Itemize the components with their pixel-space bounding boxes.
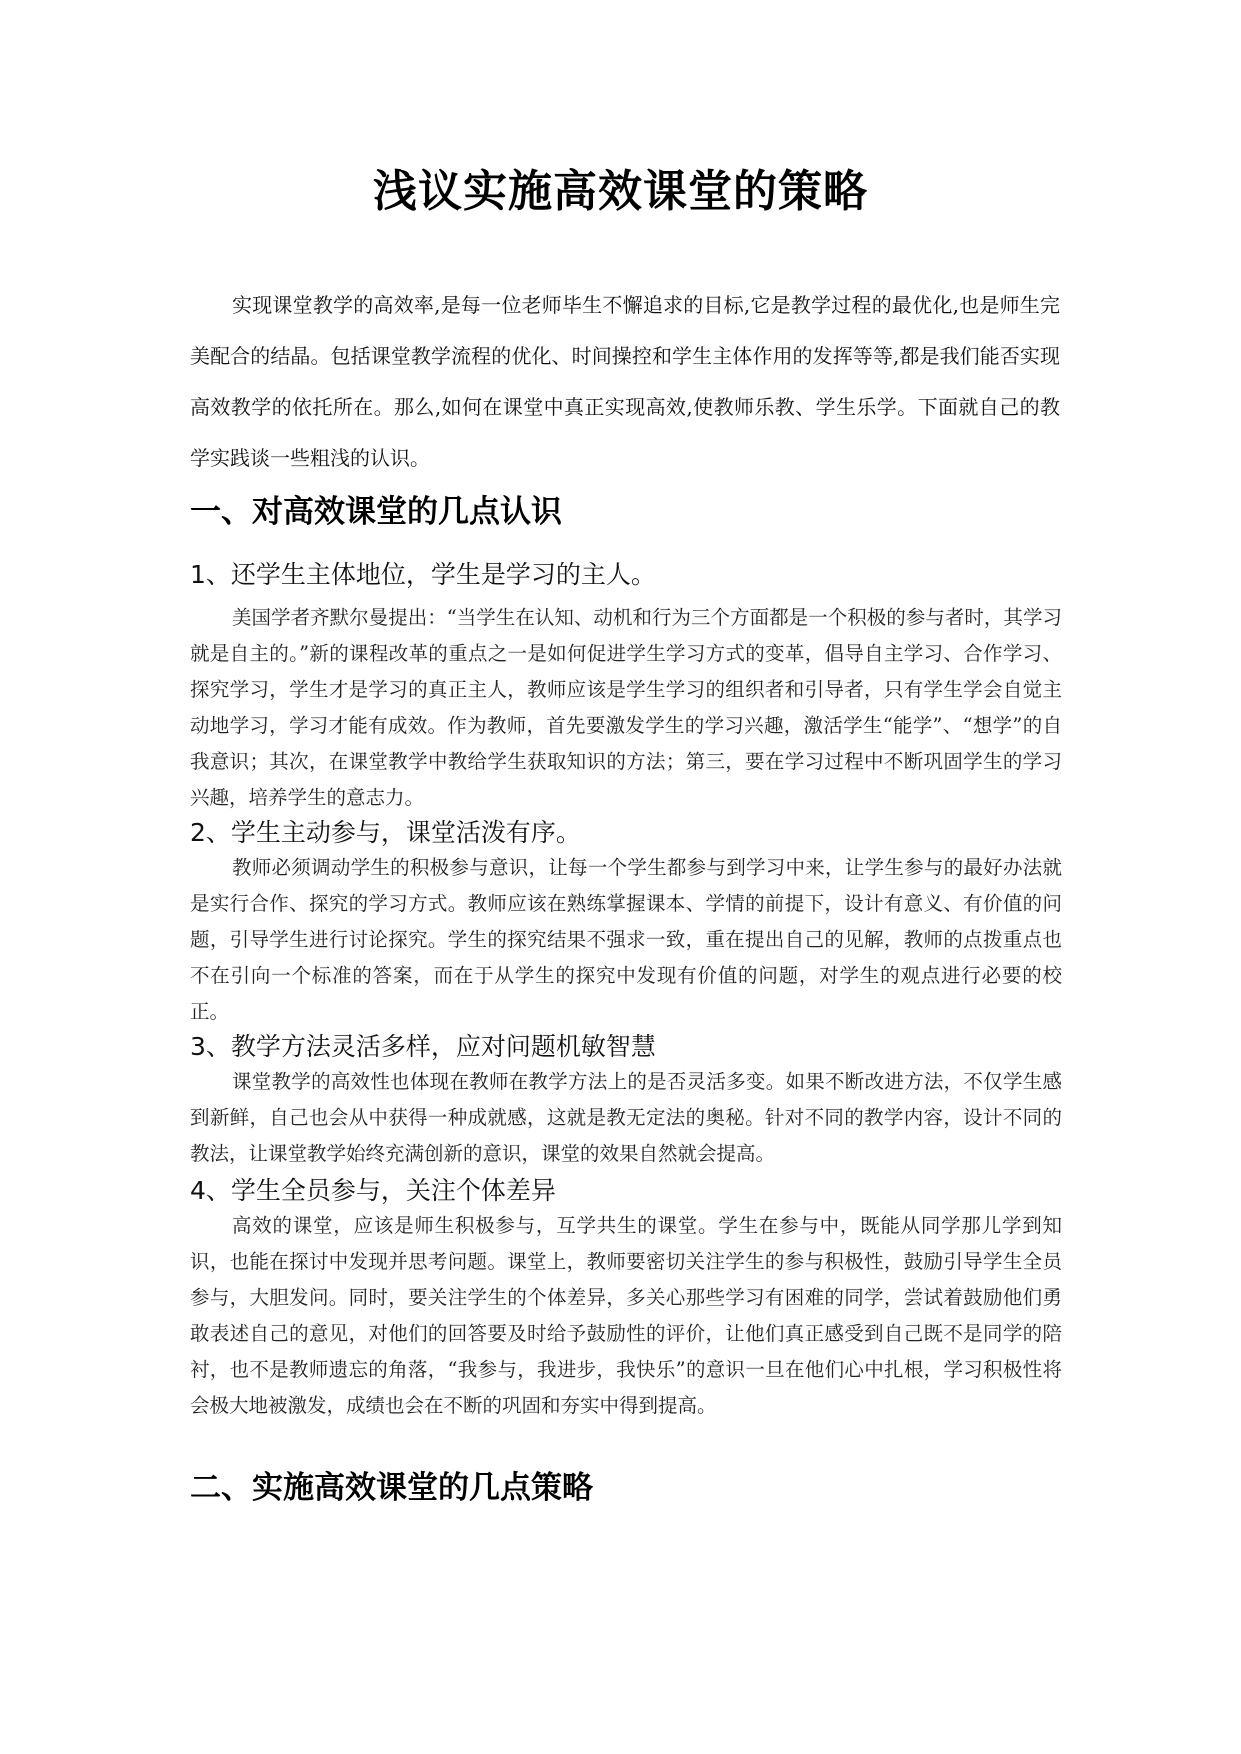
subsection-1-heading: 1、还学生主体地位，学生是学习的主人。 bbox=[190, 560, 656, 589]
subsection-2-heading: 2、学生主动参与，课堂活泼有序。 bbox=[190, 818, 581, 847]
subsection-4-heading: 4、学生全员参与，关注个体差异 bbox=[190, 1176, 556, 1205]
subsection-3-text: 课堂教学的高效性也体现在教师在教学方法上的是否灵活多变。如果不断改进方法，不仅学生感到新鲜，自己也会从中获得一种成就感，这就是教无定法的奥秘。针对不同的教学内容，设计不同的教法，让课堂教学始终充满创新的意识，课堂的效果自然就会提高。 bbox=[190, 1070, 1062, 1165]
subsection-1-text: 美国学者齐默尔曼提出：“当学生在认知、动机和行为三个方面都是一个积极的参与者时，其学习就是自主的。”新的课程改革的重点之一是如何促进学生学习方式的变革，倡导自主学习、合作学习、探究学习，学生才是学习的真正主人，教师应该是学生学习的组织者和引导者，只有学生学会自觉主动地学习，学习才能有成效。作为教师，首先要激发学生的学习兴趣，激活学生“能学”、“想学”的自我意识；其次，在课堂教学中教给学生获取知识的方法；第三，要在学习过程中不断巩固学生的学习兴趣，培养学生的意志力。 bbox=[190, 606, 1062, 809]
subsection-2-text: 教师必须调动学生的积极参与意识，让每一个学生都参与到学习中来，让学生参与的最好办法就是实行合作、探究的学习方式。教师应该在熟练掌握课本、学情的前提下，设计有意义、有价值的问题，引导学生进行讨论探究。学生的探究结果不强求一致，重在提出自己的见解，教师的点拨重点也不在引向一个标准的答案，而在于从学生的探究中发现有价值的问题，对学生的观点进行必要的校正。 bbox=[190, 856, 1062, 1023]
document-title: 浅议实施高效课堂的策略 bbox=[373, 166, 868, 217]
intro-paragraph: 实现课堂教学的高效率,是每一位老师毕生不懈追求的目标,它是教学过程的最优化,也是师生完美配合的结晶。包括课堂教学流程的优化、时间操控和学生主体作用的发挥等等,都是我们能否实现高效教学的依托所在。那么,如何在课堂中真正实现高效,使教师乐教、学生乐学。下面就自己的教学实践谈一些粗浅的认识。 bbox=[190, 293, 1060, 470]
subsection-3-heading: 3、教学方法灵活多样，应对问题机敏智慧 bbox=[190, 1032, 656, 1061]
subsection-4-text: 高效的课堂，应该是师生积极参与，互学共生的课堂。学生在参与中，既能从同学那儿学到知识，也能在探讨中发现并思考问题。课堂上，教师要密切关注学生的参与积极性，鼓励引导学生全员参与，大胆发问。同时，要关注学生的个体差异，多关心那些学习有困难的同学，尝试着鼓励他们勇敢表述自己的意见，对他们的回答要及时给予鼓励性的评价，让他们真正感受到自己既不是同学的陪衬，也不是教师遗忘的角落，“我参与，我进步，我快乐”的意识一旦在他们心中扎根，学习积极性将会极大地被激发，成绩也会在不断的巩固和夯实中得到提高。 bbox=[190, 1214, 1062, 1417]
section-2-heading: 二、实施高效课堂的几点策略 bbox=[190, 1470, 593, 1506]
section-1-heading: 一、对高效课堂的几点认识 bbox=[190, 494, 562, 530]
